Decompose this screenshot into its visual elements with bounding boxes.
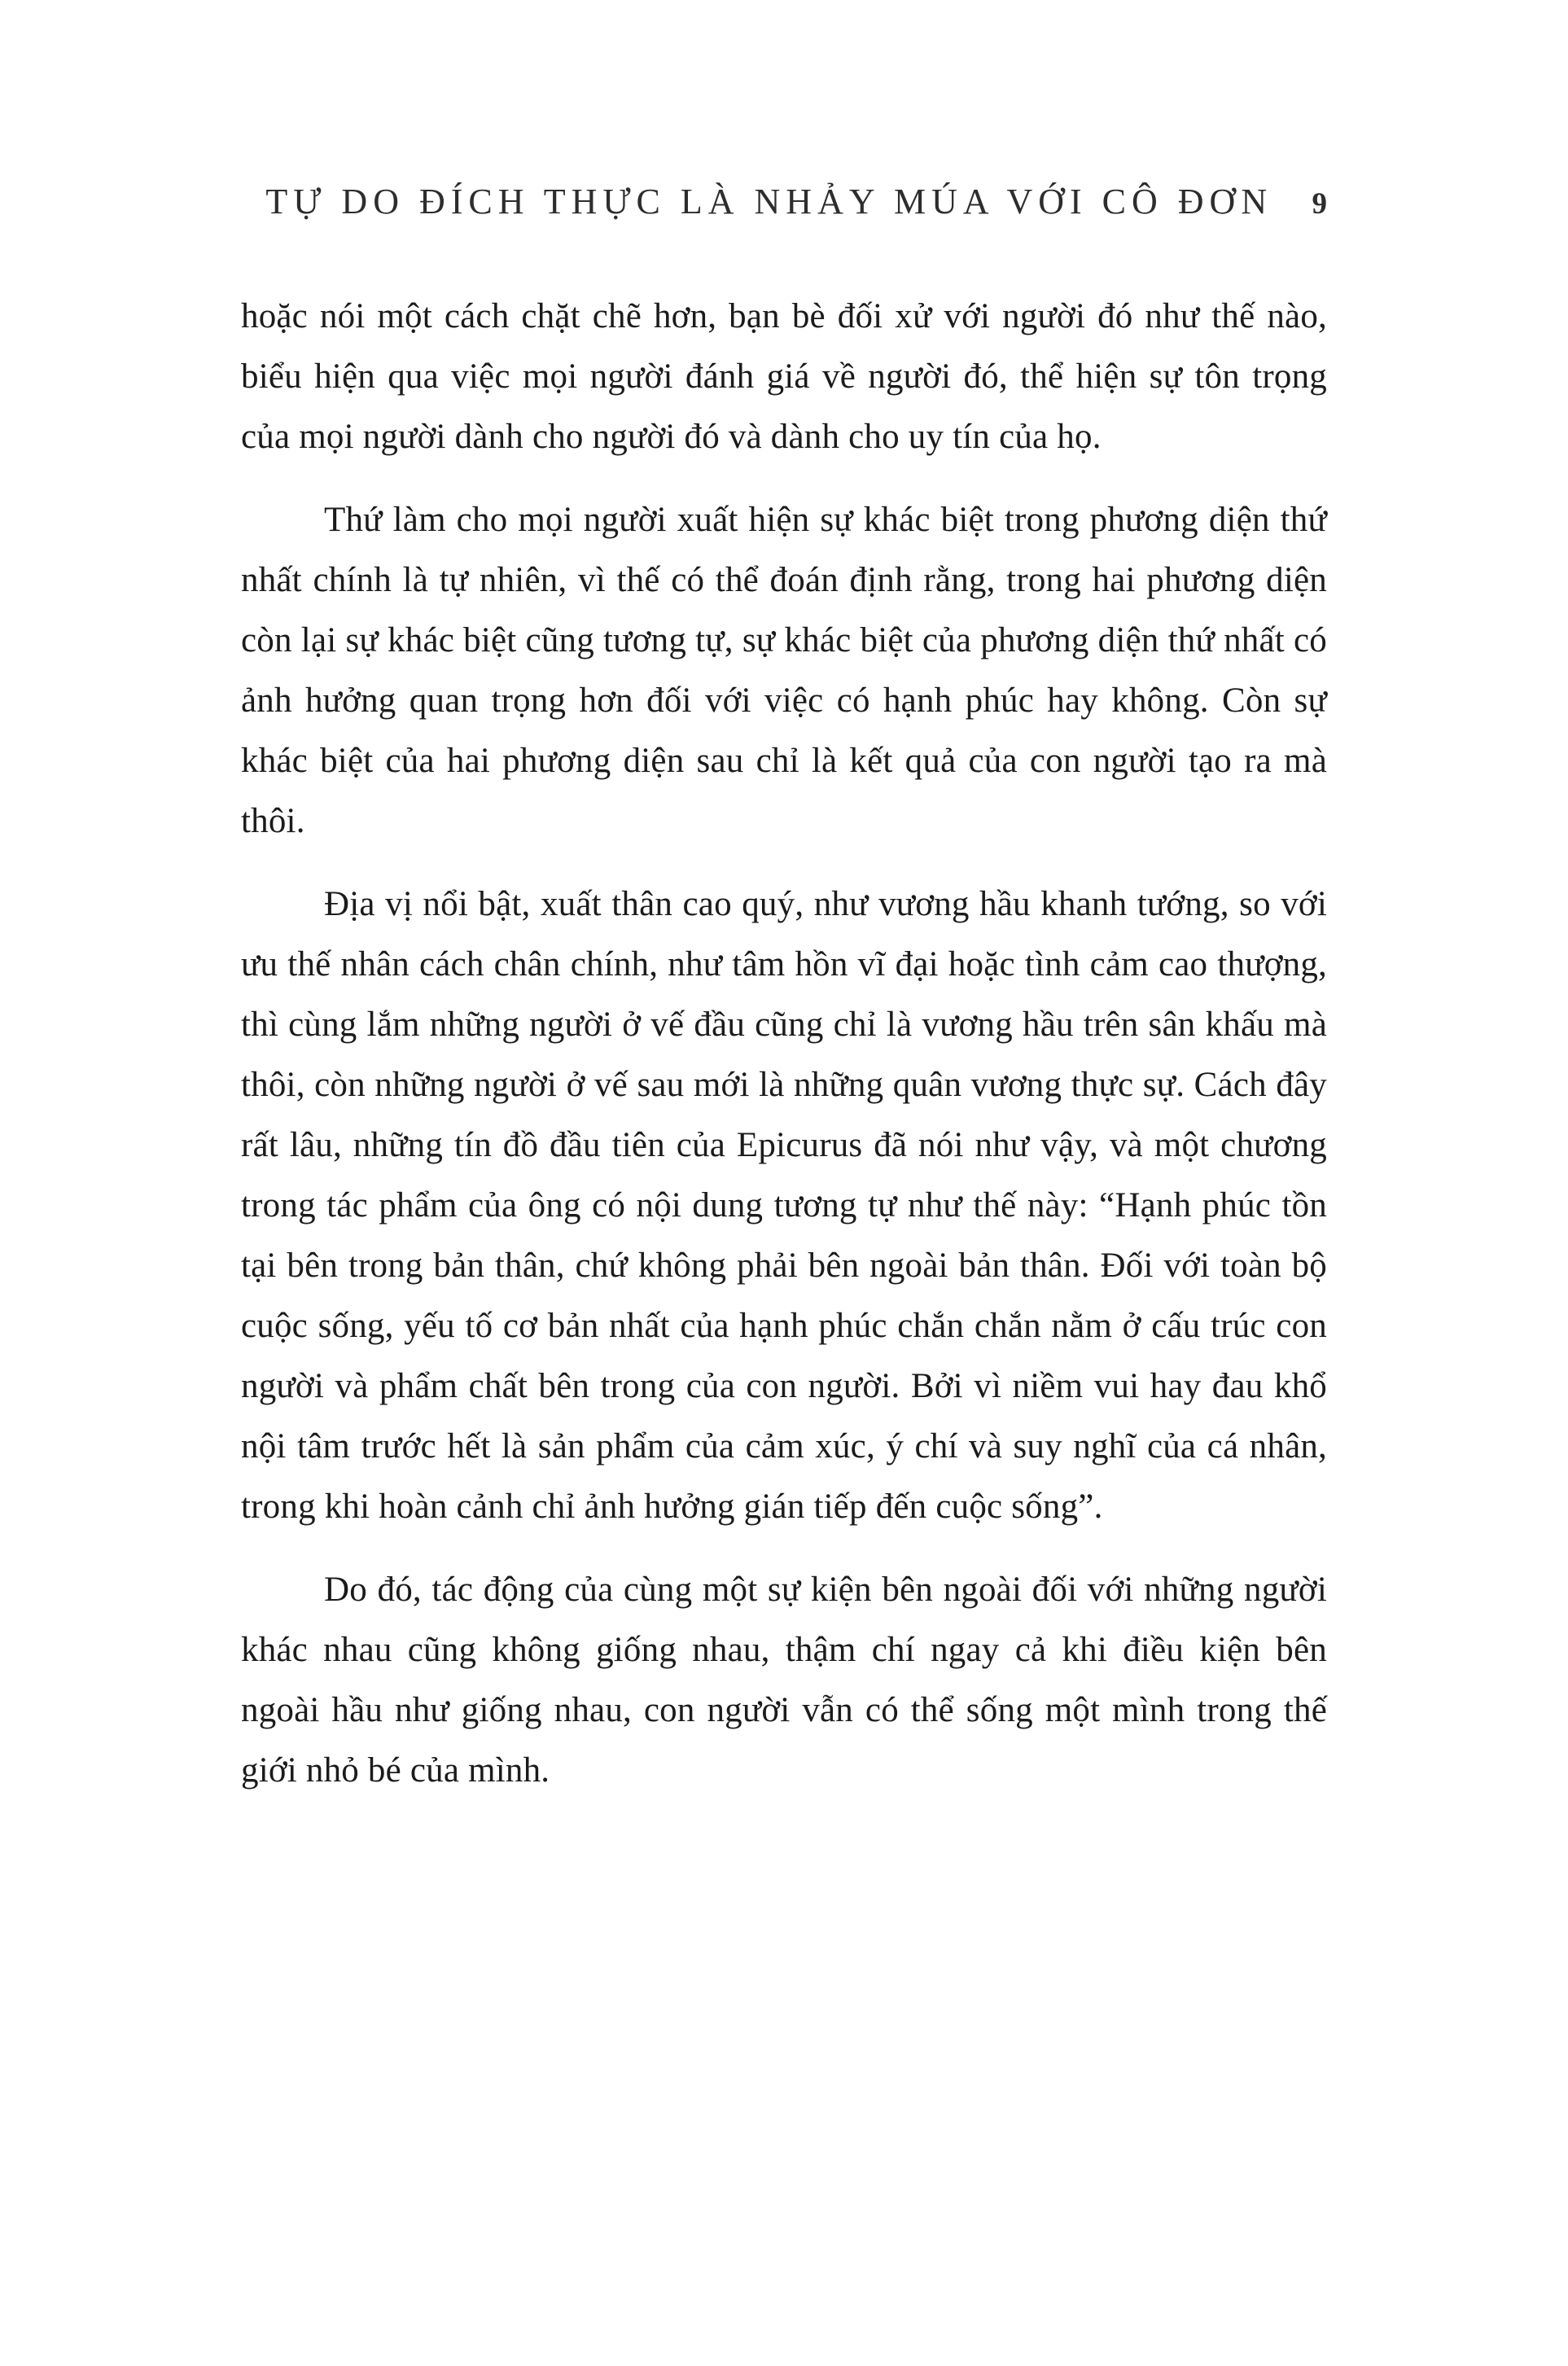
paragraph: Địa vị nổi bật, xuất thân cao quý, như vương hầu khanh tướng, so với ưu thế nhân cách chân chính, như tâm hồn vĩ đại hoặc tình cảm cao thượng, thì cùng lắm những người ở vế đầu cũng chỉ là vương hầu trên sân khấu mà thôi, còn những người ở vế sau mới là những quân vương thực sự. Cách đây rất lâu, những tín đồ đầu tiên của Epicurus đã nói như vậy, và một chương trong tác phẩm của ông có nội dung tương tự như thế này: “Hạnh phúc tồn tại bên trong bản thân, chứ không phải bên ngoài bản thân. Đối với toàn bộ cuộc sống, yếu tố cơ bản nhất của hạnh phúc chắn chắn nằm ở cấu trúc con người và phẩm chất bên trong của con người. Bởi vì niềm vui hay đau khổ nội tâm trước hết là sản phẩm của cảm xúc, ý chí và suy nghĩ của cá nhân, trong khi hoàn cảnh chỉ ảnh hưởng gián tiếp đến cuộc sống”. xyxy=(241,885,1327,1526)
body-text xyxy=(241,287,1327,1824)
paragraph: Thứ làm cho mọi người xuất hiện sự khác biệt trong phương diện thứ nhất chính là tự nhiên, vì thế có thể đoán định rằng, trong hai phương diện còn lại sự khác biệt cũng tương tự, sự khác biệt của phương diện thứ nhất có ảnh hưởng quan trọng hơn đối với việc có hạnh phúc hay không. Còn sự khác biệt của hai phương diện sau chỉ là kết quả của con người tạo ra mà thôi. xyxy=(241,501,1327,840)
page-header xyxy=(241,177,1327,226)
paragraph: hoặc nói một cách chặt chẽ hơn, bạn bè đối xử với người đó như thế nào, biểu hiện qua việc mọi người đánh giá về người đó, thể hiện sự tôn trọng của mọi người dành cho người đó và dành cho uy tín của họ. xyxy=(241,297,1327,456)
page-number: 9 xyxy=(1312,187,1327,221)
paragraph: Do đó, tác động của cùng một sự kiện bên ngoài đối với những người khác nhau cũng không giống nhau, thậm chí ngay cả khi điều kiện bên ngoài hầu như giống nhau, con người vẫn có thể sống một mình trong thế giới nhỏ bé của mình. xyxy=(241,1571,1327,1790)
running-title: TỰ DO ĐÍCH THỰC LÀ NHẢY MÚA VỚI CÔ ĐƠN xyxy=(265,182,1273,221)
